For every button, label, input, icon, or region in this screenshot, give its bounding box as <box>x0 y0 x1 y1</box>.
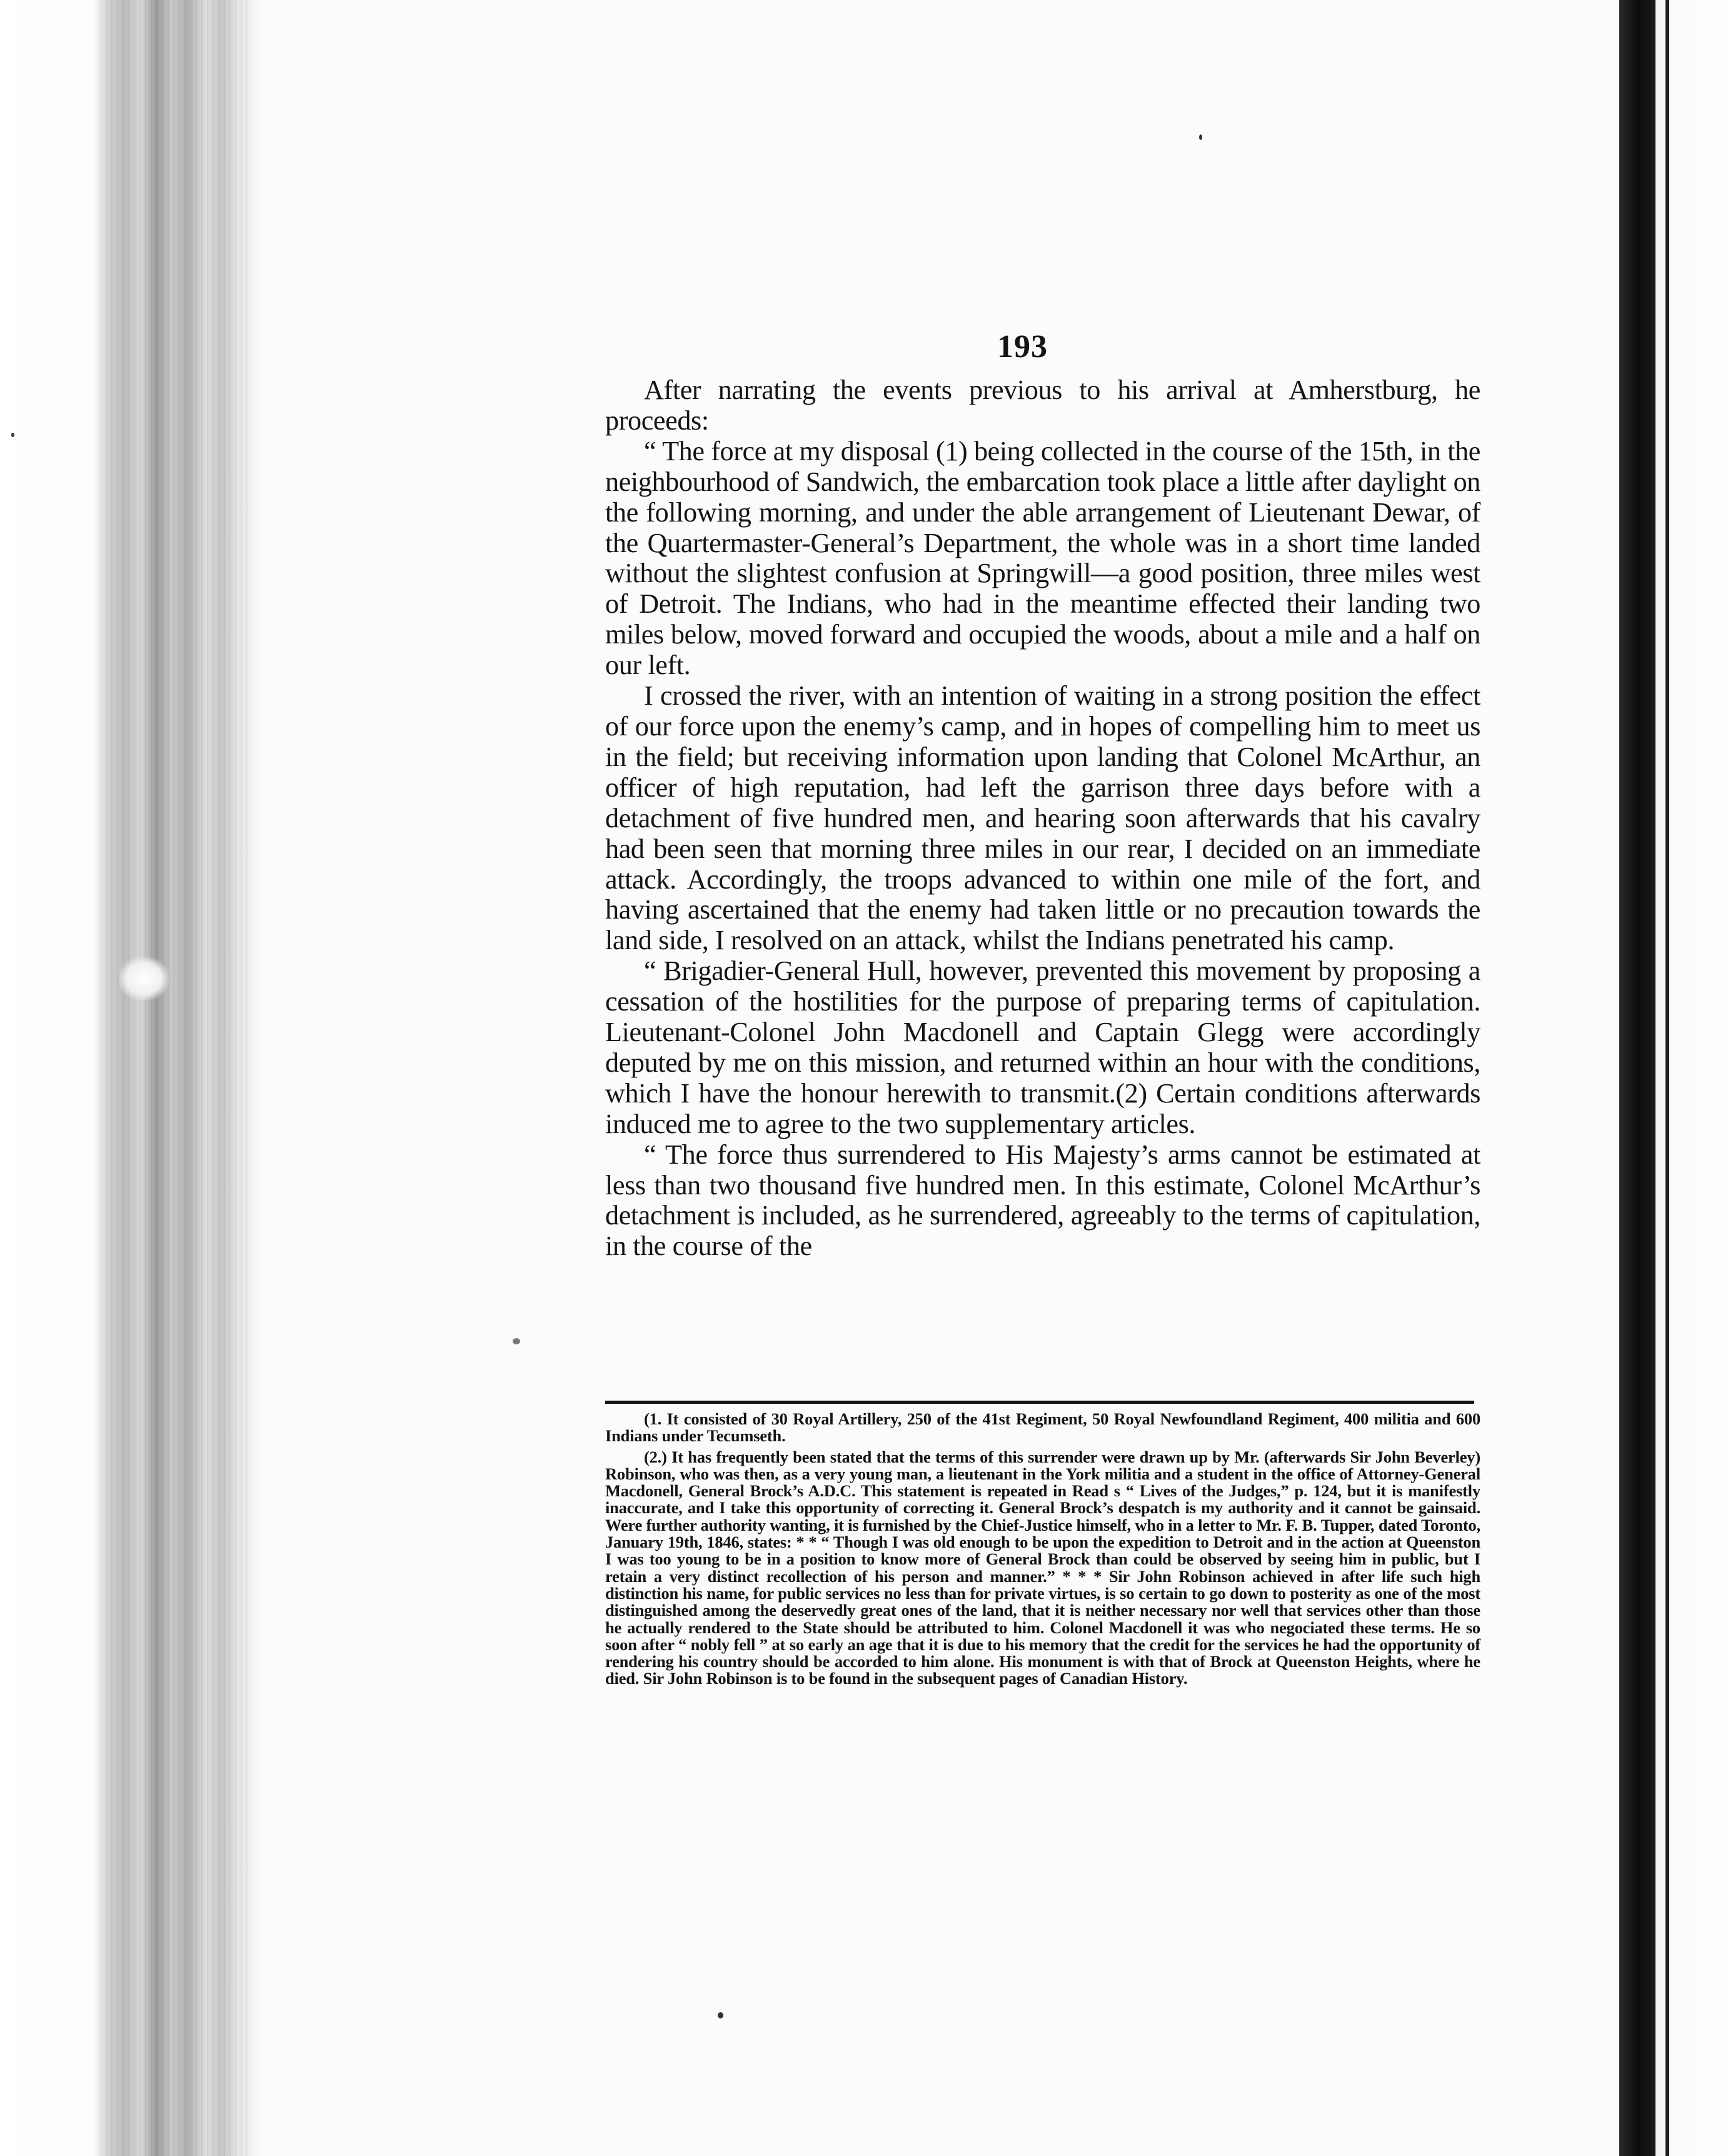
footnote-rule <box>605 1401 1474 1404</box>
next-page-edge-line <box>1665 0 1669 2156</box>
scan-speck <box>513 1338 520 1344</box>
paragraph: “ The force at my disposal (1) being collected in the course of the 15th, in the neighbourhood of Sandwich, the embarcation took place a little after daylight on the following morning, and under the able arrangement of Lieutenant Dewar, of the Quartermaster-General’s Department, the whole was in a short time landed without the slightest confusion at Springwill—a good position, three miles west of Detroit. The Indians, who had in the meantime effected their landing two miles below, moved forward and occupied the woods, about a mile and a half on our left. <box>605 435 1480 681</box>
paragraph: I crossed the river, with an intention of waiting in a strong position the effect of our force upon the enemy’s camp, and in hopes of compelling him to meet us in the field; but receiving information upon landing that Colonel McArthur, an officer of high reputation, had left the garrison three days before with a detachment of five hundred men, and hearing soon afterwards that his cavalry had been seen that morning three miles in our rear, I decided on an immediate attack. Accordingly, the troops advanced to within one mile of the fort, and having ascertained that the enemy had taken little or no precaution towards the land side, I resolved on an attack, whilst the Indians penetrated his camp. <box>605 680 1480 956</box>
footnotes <box>605 1411 1480 1688</box>
footnote: (1. It consisted of 30 Royal Artillery, 250 of the 41st Regiment, 50 Royal Newfoundland Regiment, 400 militia and 600 Indians under Tecumseth. <box>605 1409 1480 1446</box>
paragraph: After narrating the events previous to his arrival at Amherstburg, he proceeds: <box>605 375 1480 436</box>
scan-speck <box>718 2012 723 2018</box>
page-number: 193 <box>997 329 1048 365</box>
paragraph: “ Brigadier-General Hull, however, prevented this movement by proposing a cessation of the hostilities for the purpose of preparing terms of capitulation. Lieutenant-Colonel John Macdonell and Captain Glegg were accordingly deputed by me on this mission, and returned within an hour with the conditions, which I have the honour herewith to transmit.(2) Certain conditions afterwards induced me to agree to the two supplementary articles. <box>605 955 1480 1139</box>
right-gutter-shadow <box>1619 0 1655 2156</box>
scan-speck <box>1199 134 1202 140</box>
body-text <box>605 375 1480 1262</box>
paragraph: “ The force thus surrendered to His Majesty’s arms cannot be estimated at less than two thousand five hundred men. In this estimate, Colonel McArthur’s detachment is included, as he surrendered, agreeably to the terms of capitulation, in the course of the <box>605 1139 1480 1262</box>
binding-smudge <box>119 957 169 1000</box>
scan-speck <box>11 433 14 437</box>
footnote: (2.) It has frequently been stated that the terms of this surrender were drawn up by Mr. (afterwards Sir John Beverley) Robinson, who was then, as a very young man, a lieutenant in the York militia and a student in the office of Attorney-General Macdonell, General Brock’s A.D.C. This statement is repeated in Read s “ Lives of the Judges,” p. 124, but it is manifestly inaccurate, and I take this opportunity of correcting it. General Brock’s despatch is my authority and it cannot be gainsaid. Were further authority wanting, it is furnished by the Chief-Justice himself, who in a letter to Mr. F. B. Tupper, dated Toronto, January 19th, 1846, states: * * “ Though I was old enough to be upon the expedition to Detroit and in the action at Queenston I was too young to be in a position to know more of General Brock than could be observed by seeing him in public, but I retain a very distinct recollection of his person and manner.” * * * Sir John Robinson achieved in after life such high distinction his name, for public services no less than for private virtues, is so certain to go down to posterity as one of the most distinguished among the deservedly great ones of the land, that it is neither necessary nor well that services other than those he actually rendered to the State should be attributed to him. Colonel Macdonell it was who negociated these terms. He so soon after “ nobly fell ” at so early an age that it is due to his memory that the credit for the services he had the opportunity of rendering his country should be accorded to him alone. His monument is with that of Brock at Queenston Heights, where he died. Sir John Robinson is to be found in the subsequent pages of Canadian History. <box>605 1447 1480 1688</box>
page-stack-lines <box>100 0 250 2156</box>
